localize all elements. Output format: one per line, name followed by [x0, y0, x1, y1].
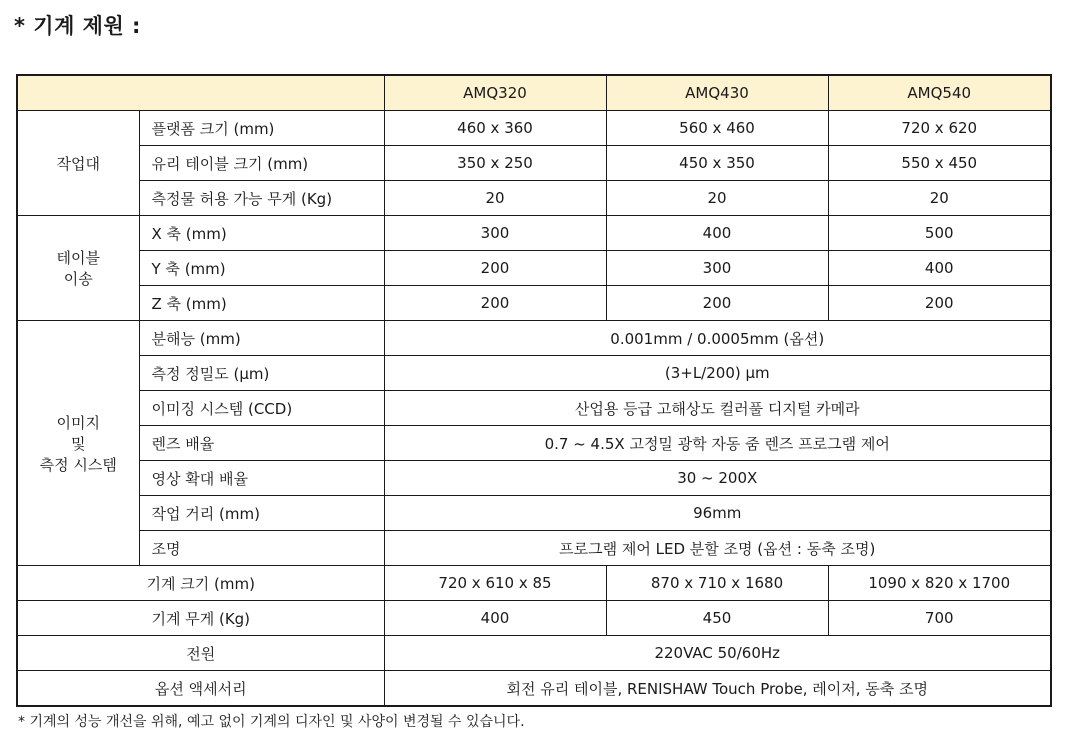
- row-label: 기계 크기 (mm): [17, 566, 384, 601]
- table-cell: 96mm: [384, 496, 1051, 531]
- row-label: 전원: [17, 636, 384, 671]
- header-blank-cell: [17, 75, 384, 111]
- table-row: [17, 601, 1051, 636]
- row-label: 렌즈 배율: [139, 426, 384, 461]
- table-cell: 450 x 350: [606, 146, 828, 181]
- row-label: 측정 정밀도 (μm): [139, 356, 384, 391]
- table-cell: (3+L/200) μm: [384, 356, 1051, 391]
- row-label: 영상 확대 배율: [139, 461, 384, 496]
- table-cell: 700: [828, 601, 1051, 636]
- table-row: [17, 566, 1051, 601]
- table-cell: 350 x 250: [384, 146, 606, 181]
- table-cell: 20: [606, 181, 828, 216]
- group-label-line: 테이블: [56, 249, 100, 267]
- table-row: [17, 391, 1051, 426]
- table-row: [17, 216, 1051, 251]
- table-cell: 450: [606, 601, 828, 636]
- table-cell: 220VAC 50/60Hz: [384, 636, 1051, 671]
- table-cell: 30 ~ 200X: [384, 461, 1051, 496]
- table-cell: 프로그램 제어 LED 분할 조명 (옵션 : 동축 조명): [384, 531, 1051, 566]
- table-cell: 200: [828, 286, 1051, 321]
- group-label-imaging: [17, 321, 139, 566]
- table-cell: 300: [606, 251, 828, 286]
- group-label-table-travel: [17, 216, 139, 321]
- table-cell: 200: [384, 251, 606, 286]
- table-row: [17, 181, 1051, 216]
- row-label: 분해능 (mm): [139, 321, 384, 356]
- table-cell: 720 x 620: [828, 111, 1051, 146]
- row-label: 작업 거리 (mm): [139, 496, 384, 531]
- table-row: [17, 426, 1051, 461]
- table-row: [17, 251, 1051, 286]
- row-label: 측정물 허용 가능 무게 (Kg): [139, 181, 384, 216]
- row-label: 기계 무게 (Kg): [17, 601, 384, 636]
- table-cell: 460 x 360: [384, 111, 606, 146]
- table-cell: 200: [384, 286, 606, 321]
- table-cell: 400: [828, 251, 1051, 286]
- table-row: [17, 671, 1051, 707]
- table-cell: 20: [828, 181, 1051, 216]
- table-cell: 200: [606, 286, 828, 321]
- model-header: AMQ320: [384, 75, 606, 111]
- table-row: [17, 286, 1051, 321]
- group-label-line: 및: [71, 434, 86, 453]
- table-cell: 1090 x 820 x 1700: [828, 566, 1051, 601]
- table-row: [17, 356, 1051, 391]
- row-label: Y 축 (mm): [139, 251, 384, 286]
- table-cell: 20: [384, 181, 606, 216]
- table-cell: 400: [384, 601, 606, 636]
- row-label: X 축 (mm): [139, 216, 384, 251]
- group-label-line: 측정 시스템: [39, 455, 117, 474]
- model-header: AMQ430: [606, 75, 828, 111]
- group-label-line: 이송: [63, 270, 93, 288]
- row-label: 유리 테이블 크기 (mm): [139, 146, 384, 181]
- group-label-workbench: 작업대: [17, 111, 139, 216]
- table-cell: 720 x 610 x 85: [384, 566, 606, 601]
- table-row: [17, 111, 1051, 146]
- table-row: [17, 531, 1051, 566]
- table-row: [17, 146, 1051, 181]
- row-label: Z 축 (mm): [139, 286, 384, 321]
- table-cell: 0.001mm / 0.0005mm (옵션): [384, 321, 1051, 356]
- row-label: 옵션 액세서리: [17, 671, 384, 707]
- table-cell: 870 x 710 x 1680: [606, 566, 828, 601]
- table-row: [17, 496, 1051, 531]
- row-label: 조명: [139, 531, 384, 566]
- group-label-line: 이미지: [56, 413, 100, 432]
- table-row: [17, 321, 1051, 356]
- table-header-row: [17, 75, 1051, 111]
- footnote: * 기계의 성능 개선을 위해, 예고 없이 기계의 디자인 및 사양이 변경될 수 있습니다.: [18, 714, 525, 730]
- model-header: AMQ540: [828, 75, 1051, 111]
- table-cell: 550 x 450: [828, 146, 1051, 181]
- page-title: * 기계 제원 :: [14, 14, 141, 38]
- table-cell: 산업용 등급 고해상도 컬러풀 디지털 카메라: [384, 391, 1051, 426]
- table-cell: 400: [606, 216, 828, 251]
- row-label: 이미징 시스템 (CCD): [139, 391, 384, 426]
- row-label: 플랫폼 크기 (mm): [139, 111, 384, 146]
- table-row: [17, 461, 1051, 496]
- table-cell: 300: [384, 216, 606, 251]
- table-row: [17, 636, 1051, 671]
- table-cell: 회전 유리 테이블, RENISHAW Touch Probe, 레이저, 동축 조명: [384, 671, 1051, 707]
- table-cell: 560 x 460: [606, 111, 828, 146]
- table-cell: 0.7 ~ 4.5X 고정밀 광학 자동 줌 렌즈 프로그램 제어: [384, 426, 1051, 461]
- table-cell: 500: [828, 216, 1051, 251]
- spec-table: [16, 74, 1052, 707]
